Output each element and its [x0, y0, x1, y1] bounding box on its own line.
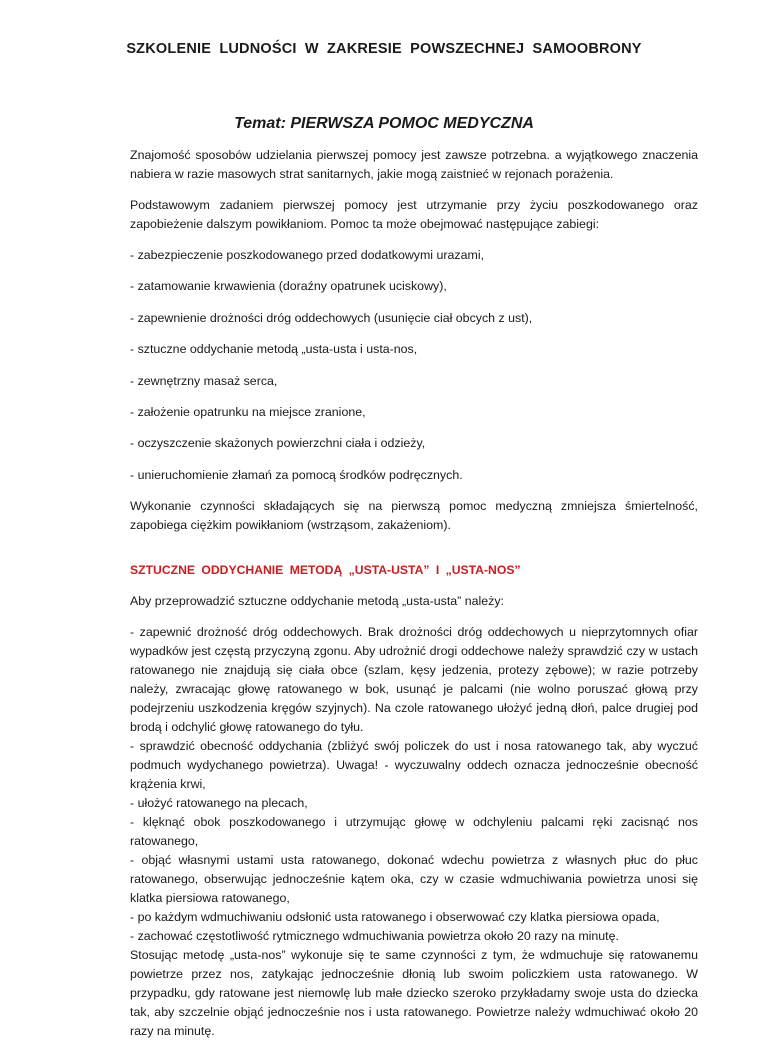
- procedure-item: - założenie opatrunku na miejsce zranione,: [130, 404, 366, 419]
- step-item: - klęknąć obok poszkodowanego i utrzymując głowę w odchyleniu palcami ręki zacisnąć nos ratowanego,: [130, 815, 698, 849]
- intro-paragraph: Podstawowym zadaniem pierwszej pomocy jest utrzymanie przy życiu poszkodowanego oraz zapobieżenie dalszym powikłaniom. Pomoc ta może obejmować następujące zabiegi:: [130, 198, 698, 231]
- step-item: - zachować częstotliwość rytmicznego wdmuchiwania powietrza około 20 razy na minutę.: [130, 929, 619, 944]
- topic-heading: Temat: PIERWSZA POMOC MEDYCZNA: [234, 115, 534, 132]
- section-lead: Aby przeprowadzić sztuczne oddychanie metodą „usta-usta” należy:: [130, 594, 504, 609]
- summary-paragraph: Wykonanie czynności składających się na pierwszą pomoc medyczną zmniejsza śmiertelność, zapobiega ciężkim powikłaniom (wstrząsom, zakażeniom).: [130, 499, 698, 533]
- procedure-item: - sztuczne oddychanie metodą „usta-usta i usta-nos,: [130, 342, 418, 357]
- procedure-item: - zapewnienie drożności dróg oddechowych (usunięcie ciał obcych z ust),: [130, 310, 533, 325]
- step-item: - zapewnić drożność dróg oddechowych. Brak drożności dróg oddechowych u nieprzytomnych ofiar wypadków jest częstą przyczyną zgonu. Aby udrożnić drogi oddechowe należy sprawdzić czy w ustach ratowanego nie znajdują się ciała obce (szlam, kęsy jedzenia, protezy zębowe); w razie potrzeby należy, zwracając głowę ratowanego w bok, usunąć je palcami (nie wolno poruszać głową przy podejrzeniu uszkodzenia kręgów szyjnych). Na czole ratowanego ułożyć jedną dłoń, palce drugiej pod brodą i odchylić głowę ratowanego do tyłu.: [130, 625, 698, 735]
- procedure-item: - unieruchomienie złamań za pomocą środków podręcznych.: [130, 467, 463, 482]
- procedure-item: - oczyszczenie skażonych powierzchni ciała i odzieży,: [130, 436, 426, 451]
- procedure-item: - zewnętrzny masaż serca,: [130, 373, 278, 388]
- intro-paragraph: Znajomość sposobów udzielania pierwszej pomocy jest zawsze potrzebna. a wyjątkowego znaczenia nabiera w razie masowych strat sanitarnych, jakie mogą zaistnieć w rejonach porażenia.: [130, 148, 698, 181]
- usta-nos-paragraph: Stosując metodę „usta-nos” wykonuje się te same czynności z tym, że wdmuchuje się ratowanemu powietrze przez nos, zatykając jednocześnie dłonią lub swoim policzkiem usta ratowanego. W przypadku, gdy ratowane jest niemowlę lub małe dziecko szeroko przykładamy swoje usta do dziecka tak, aby szczelnie objąć jednocześnie nos i usta ratowanego. Powietrze należy wdmuchiwać około 20 razy na minutę.: [130, 948, 698, 1039]
- step-item: - objąć własnymi ustami usta ratowanego, dokonać wdechu powietrza z własnych płuc do płuc ratowanego, obserwując jednocześnie kątem oka, czy w czasie wdmuchiwania powietrza unosi się klatka piersiowa ratowanego,: [130, 853, 698, 906]
- section-heading: SZTUCZNE ODDYCHANIE METODĄ „USTA-USTA” I „USTA-NOS”: [130, 563, 521, 578]
- procedure-item: - zatamowanie krwawienia (doraźny opatrunek uciskowy),: [130, 279, 447, 294]
- step-item: - ułożyć ratowanego na plecach,: [130, 796, 308, 811]
- document-body: [130, 146, 698, 1041]
- step-item: - po każdym wdmuchiwaniu odsłonić usta ratowanego i obserwować czy klatka piersiowa opada,: [130, 910, 660, 925]
- steps-list: [130, 623, 698, 1041]
- procedure-item: - zabezpieczenie poszkodowanego przed dodatkowymi urazami,: [130, 248, 485, 262]
- step-item: - sprawdzić obecność oddychania (zbliżyć swój policzek do ust i nosa ratowanego tak, aby wyczuć podmuch wydychanego powietrza). Uwaga! - wyczuwalny oddech oznacza jednocześnie obecność krążenia krwi,: [130, 739, 698, 792]
- document-title: SZKOLENIE LUDNOŚCI W ZAKRESIE POWSZECHNEJ SAMOOBRONY: [126, 41, 642, 57]
